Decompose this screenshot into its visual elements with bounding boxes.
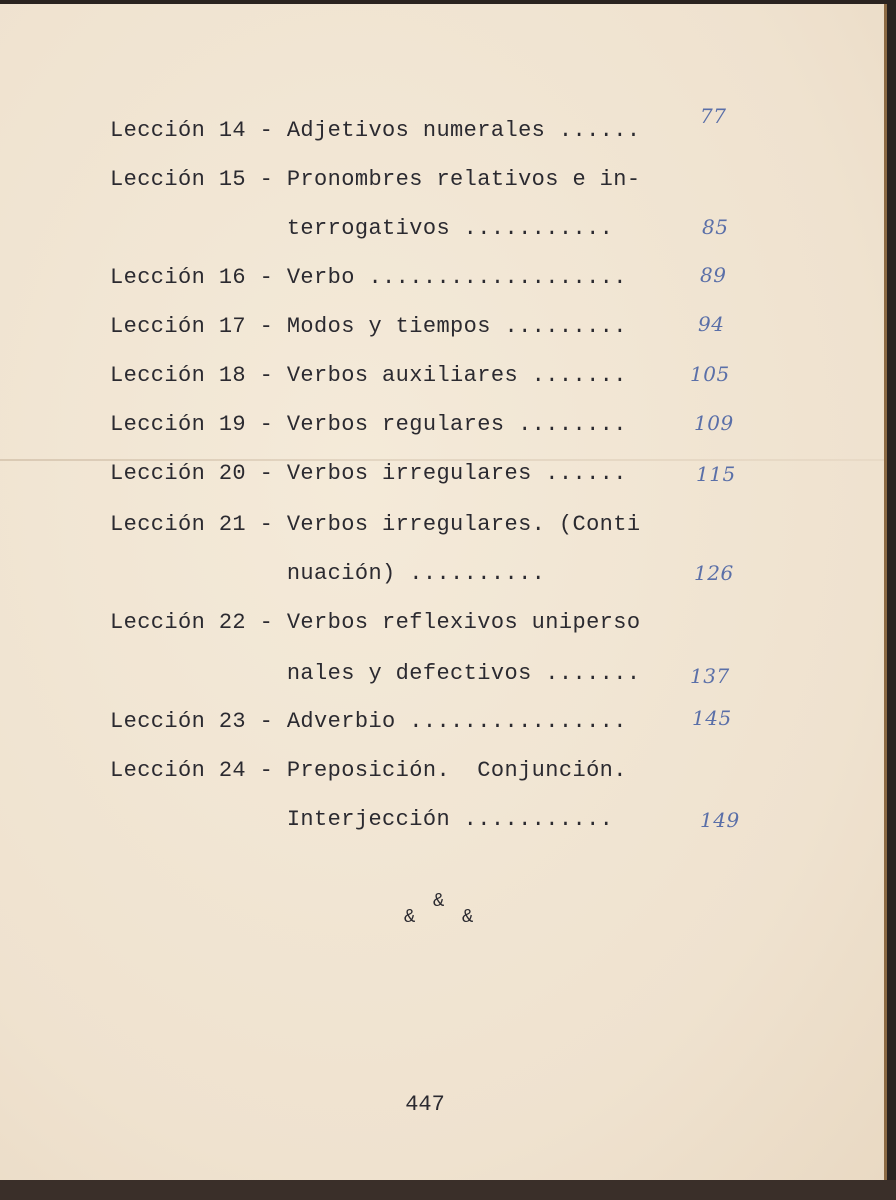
handwritten-page-18: 105	[690, 362, 730, 386]
handwritten-page-17: 94	[698, 312, 725, 336]
handwritten-page-15: 85	[702, 215, 729, 239]
footer-bar	[0, 1180, 896, 1200]
toc-line-16: Lección 16 - Verbo ...................	[110, 265, 627, 290]
toc-line-23: Lección 23 - Adverbio ................	[110, 709, 627, 734]
handwritten-page-24: 149	[700, 808, 740, 832]
toc-line-20: Lección 20 - Verbos irregulares ......	[110, 461, 627, 486]
ornament-ampersand-left: &	[404, 906, 416, 928]
document-page	[0, 4, 887, 1182]
handwritten-page-23: 145	[692, 706, 732, 730]
page-number: 447	[405, 1092, 445, 1117]
ornament-ampersand-top: &	[433, 890, 445, 912]
handwritten-page-14: 77	[700, 104, 727, 128]
toc-line-15: Lección 15 - Pronombres relativos e in-	[110, 167, 641, 192]
toc-line-22-cont: nales y defectivos .......	[110, 661, 641, 686]
toc-line-24-cont: Interjección ...........	[110, 807, 614, 832]
toc-line-22: Lección 22 - Verbos reflexivos uniperso	[110, 610, 641, 635]
toc-line-21: Lección 21 - Verbos irregulares. (Conti	[110, 512, 641, 537]
toc-line-14: Lección 14 - Adjetivos numerales ......	[110, 118, 641, 143]
handwritten-page-22: 137	[690, 664, 730, 688]
handwritten-page-20: 115	[696, 462, 736, 486]
handwritten-page-21: 126	[694, 561, 734, 585]
ornament-ampersand-right: &	[462, 906, 474, 928]
handwritten-page-16: 89	[700, 263, 727, 287]
toc-line-18: Lección 18 - Verbos auxiliares .......	[110, 363, 627, 388]
toc-line-24: Lección 24 - Preposición. Conjunción.	[110, 758, 627, 783]
toc-line-19: Lección 19 - Verbos regulares ........	[110, 412, 627, 437]
toc-line-17: Lección 17 - Modos y tiempos .........	[110, 314, 627, 339]
toc-line-21-cont: nuación) ..........	[110, 561, 546, 586]
handwritten-page-19: 109	[694, 411, 734, 435]
toc-line-15-cont: terrogativos ...........	[110, 216, 614, 241]
